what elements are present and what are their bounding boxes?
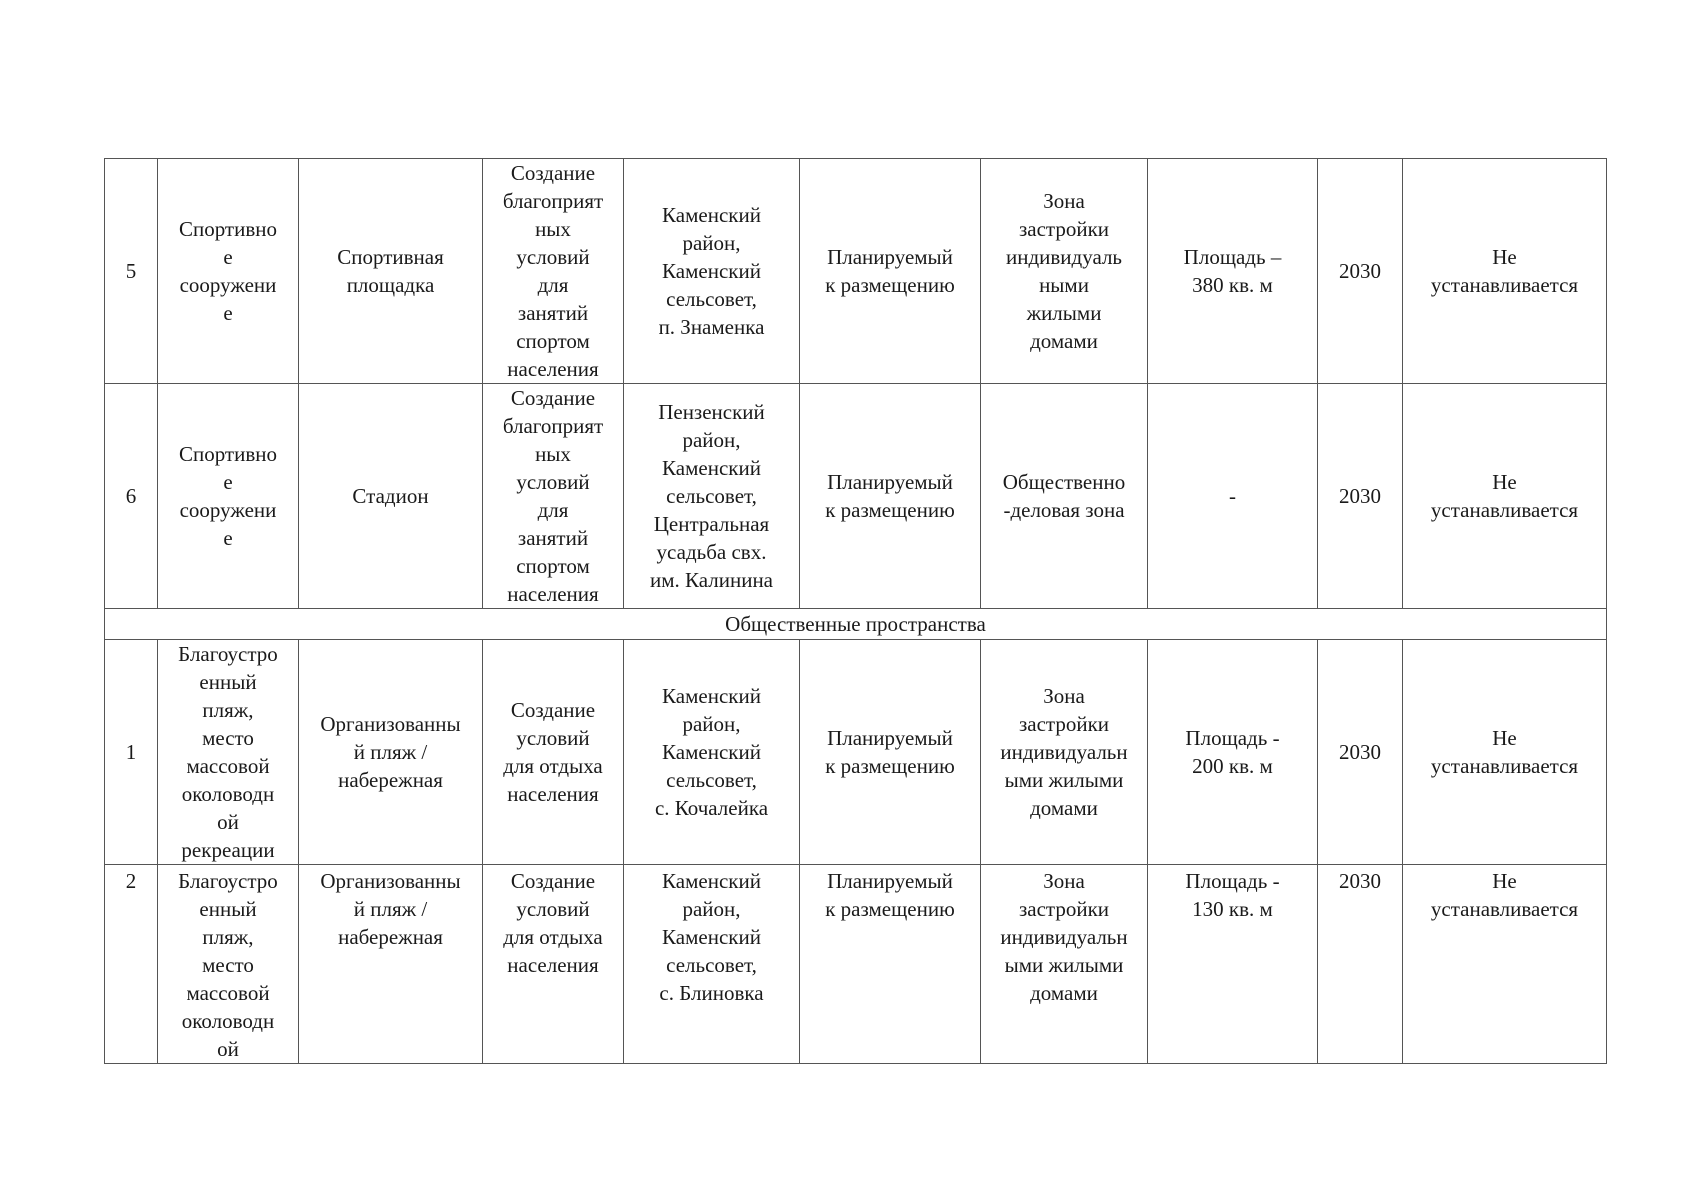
purpose-cell (483, 384, 624, 609)
object-name: Спортивная площадка (337, 245, 444, 297)
restriction: Не устанавливается (1430, 245, 1579, 297)
location-cell (624, 640, 800, 865)
location-cell (624, 865, 800, 1064)
restriction-cell (1403, 159, 1607, 384)
purpose-cell (483, 159, 624, 384)
year: 2030 (1339, 259, 1381, 283)
object-type-cell (158, 159, 299, 384)
status: Планируемый к размещению (825, 726, 955, 778)
location: Пензенский район, Каменский сельсовет, Центральная усадьба свх. им. Калинина (649, 400, 774, 592)
zone: Зона застройки индивидуальн ыми жилыми домами (1000, 684, 1128, 820)
table-row (105, 865, 1607, 1064)
object-name-cell (299, 640, 483, 865)
restriction: Не устанавливается (1430, 869, 1579, 921)
object-type-cell (158, 865, 299, 1064)
year-cell (1318, 384, 1403, 609)
row-number-cell (105, 159, 158, 384)
restriction-cell (1403, 384, 1607, 609)
row-number: 6 (125, 484, 137, 508)
status: Планируемый к размещению (825, 245, 955, 297)
status-cell (800, 865, 981, 1064)
restriction-cell (1403, 865, 1607, 1064)
status-cell (800, 640, 981, 865)
objects-table (104, 158, 1607, 1064)
zone: Зона застройки индивидуальн ыми жилыми домами (1000, 869, 1128, 1005)
area-cell (1148, 640, 1318, 865)
area: Площадь – 380 кв. м (1183, 245, 1282, 297)
purpose-cell (483, 640, 624, 865)
status: Планируемый к размещению (825, 869, 955, 921)
year: 2030 (1339, 740, 1381, 764)
table-row (105, 640, 1607, 865)
zone-cell (981, 865, 1148, 1064)
year-cell (1318, 640, 1403, 865)
year-cell (1318, 159, 1403, 384)
object-name-cell (299, 159, 483, 384)
area-cell (1148, 865, 1318, 1064)
object-type: Спортивно е сооружени е (178, 442, 278, 550)
purpose: Создание условий для отдыха населения (503, 869, 603, 977)
zone-cell (981, 159, 1148, 384)
restriction: Не устанавливается (1430, 470, 1579, 522)
status-cell (800, 384, 981, 609)
location: Каменский район, Каменский сельсовет, п. Знаменка (658, 203, 765, 339)
table-row (105, 384, 1607, 609)
zone: Общественно -деловая зона (1002, 470, 1126, 522)
object-type-cell (158, 640, 299, 865)
year-cell (1318, 865, 1403, 1064)
restriction-cell (1403, 640, 1607, 865)
area: Площадь - 130 кв. м (1185, 869, 1280, 921)
purpose: Создание благоприят ных условий для занятий спортом населения (502, 161, 604, 381)
row-number-cell (105, 384, 158, 609)
section-header-row (105, 609, 1607, 640)
object-name: Организованны й пляж / набережная (320, 712, 461, 792)
object-type-cell (158, 384, 299, 609)
object-type: Спортивно е сооружени е (178, 217, 278, 325)
location: Каменский район, Каменский сельсовет, с. Кочалейка (654, 684, 769, 820)
purpose: Создание благоприят ных условий для занятий спортом населения (502, 386, 604, 606)
zone-cell (981, 640, 1148, 865)
object-name-cell (299, 865, 483, 1064)
object-name: Организованны й пляж / набережная (320, 869, 461, 949)
section-title: Общественные пространства (725, 612, 986, 636)
status: Планируемый к размещению (825, 470, 955, 522)
zone: Зона застройки индивидуаль ными жилыми домами (1005, 189, 1123, 353)
object-type: Благоустро енный пляж, место массовой околоводн ой (178, 869, 278, 1061)
object-name: Стадион (352, 484, 429, 508)
table-row (105, 159, 1607, 384)
year: 2030 (1339, 869, 1381, 893)
zone-cell (981, 384, 1148, 609)
object-name-cell (299, 384, 483, 609)
row-number-cell (105, 640, 158, 865)
purpose-cell (483, 865, 624, 1064)
status-cell (800, 159, 981, 384)
purpose: Создание условий для отдыха населения (503, 698, 603, 806)
location-cell (624, 384, 800, 609)
row-number: 5 (125, 259, 137, 283)
area: Площадь - 200 кв. м (1185, 726, 1280, 778)
year: 2030 (1339, 484, 1381, 508)
restriction: Не устанавливается (1430, 726, 1579, 778)
row-number: 2 (125, 869, 137, 893)
location: Каменский район, Каменский сельсовет, с. Блиновка (659, 869, 764, 1005)
location-cell (624, 159, 800, 384)
area-cell (1148, 159, 1318, 384)
row-number: 1 (125, 740, 137, 764)
area: - (1229, 484, 1236, 508)
section-title-cell (105, 609, 1607, 640)
area-cell (1148, 384, 1318, 609)
row-number-cell (105, 865, 158, 1064)
object-type: Благоустро енный пляж, место массовой околоводн ой рекреации (178, 642, 278, 862)
